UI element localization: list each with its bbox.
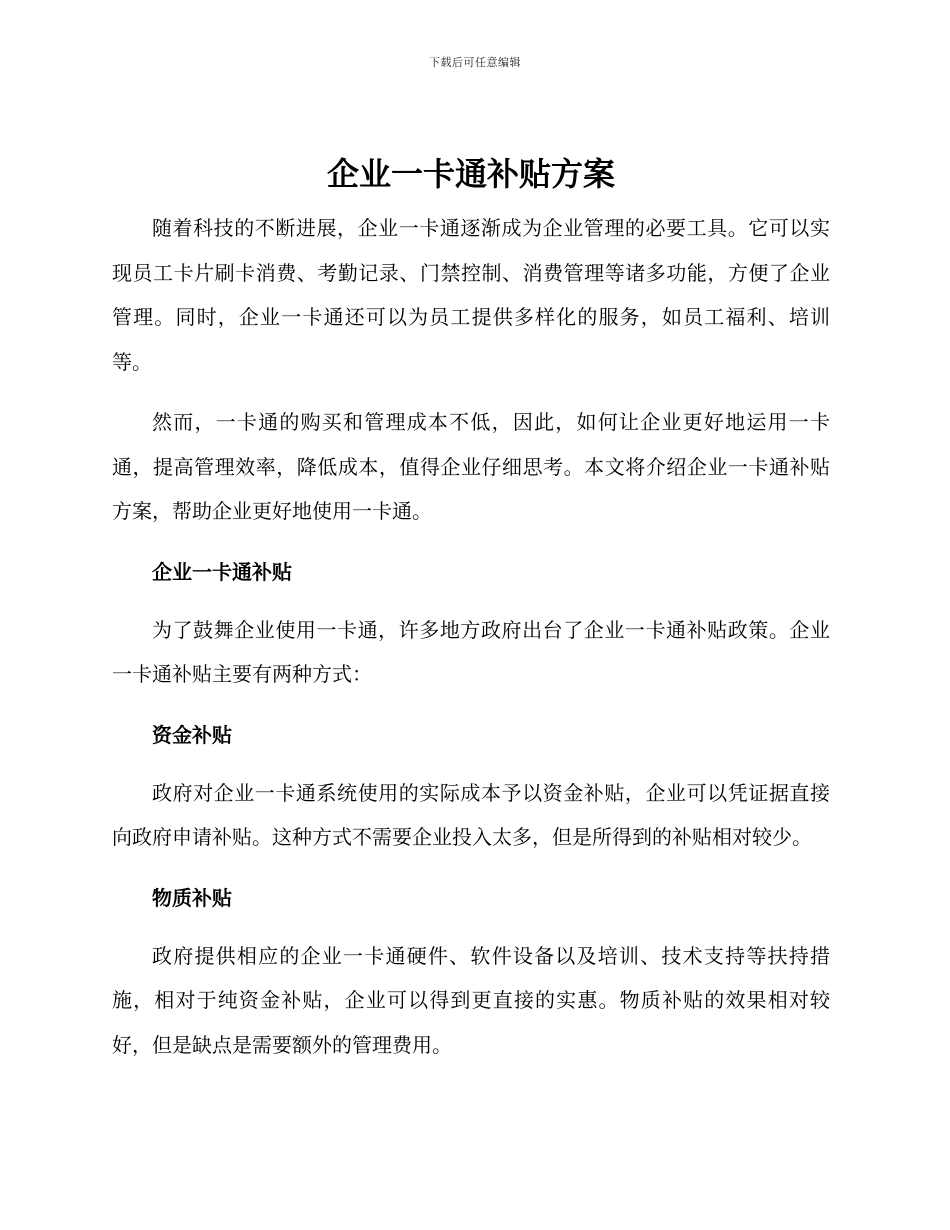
section-paragraph-fund-subsidy: 政府对企业一卡通系统使用的实际成本予以资金补贴，企业可以凭证据直接向政府申请补贴。这种方式不需要企业投入太多，但是所得到的补贴相对较少。 bbox=[112, 780, 830, 849]
intro-paragraph-1: 随着科技的不断进展，企业一卡通逐渐成为企业管理的必要工具。它可以实现员工卡片刷卡消费、考勤记录、门禁控制、消费管理等诸多功能，方便了企业管理。同时，企业一卡通还可以为员工提供多样化的服务，如员工福利、培训等。 bbox=[112, 216, 830, 374]
page-header-note: 下载后可任意编辑 bbox=[429, 56, 521, 69]
document-title: 企业一卡通补贴方案 bbox=[326, 155, 615, 193]
intro-paragraph-2: 然而，一卡通的购买和管理成本不低，因此，如何让企业更好地运用一卡通，提高管理效率，降低成本，值得企业仔细思考。本文将介绍企业一卡通补贴方案，帮助企业更好地使用一卡通。 bbox=[112, 410, 830, 523]
section-heading-fund-subsidy: 资金补贴 bbox=[152, 722, 232, 747]
document-body bbox=[112, 148, 830, 1083]
section-paragraph-material-subsidy: 政府提供相应的企业一卡通硬件、软件设备以及培训、技术支持等扶持措施，相对于纯资金补贴，企业可以得到更直接的实惠。物质补贴的效果相对较好，但是缺点是需要额外的管理费用。 bbox=[112, 943, 830, 1057]
section-heading-material-subsidy: 物质补贴 bbox=[152, 885, 232, 910]
section-paragraph-subsidy: 为了鼓舞企业使用一卡通，许多地方政府出台了企业一卡通补贴政策。企业一卡通补贴主要有两种方式： bbox=[112, 617, 830, 686]
section-heading-subsidy: 企业一卡通补贴 bbox=[152, 559, 292, 584]
